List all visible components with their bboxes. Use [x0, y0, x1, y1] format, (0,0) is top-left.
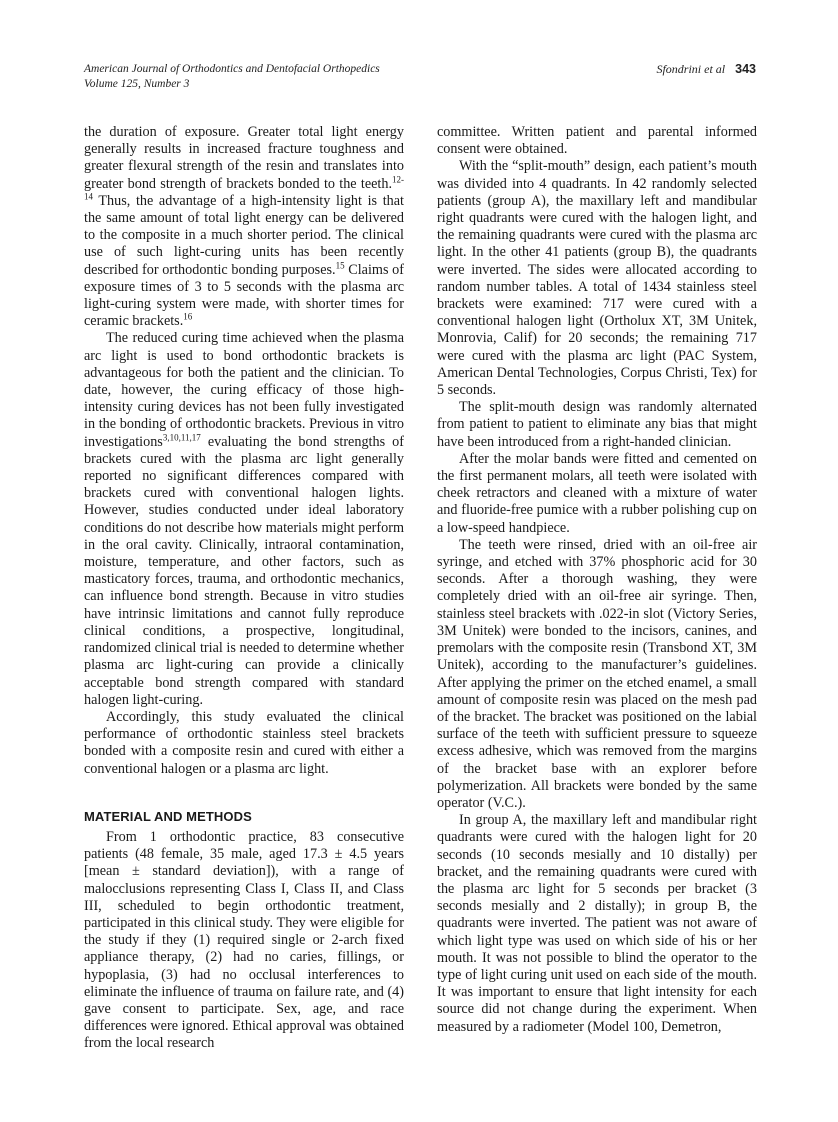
left-column [84, 124, 404, 1053]
text-span: Claims of exposure times of 3 to 5 seconds with the plasma arc light-curing system were made, with shorter times for ceramic brackets. [84, 261, 404, 330]
text-span: The reduced curing time achieved when the plasma arc light is used to bond orthodontic brackets is advantageous for both the patient and the clinician. To date, however, the curing efficacy of those high-intensity curing devices has not been fully investigated in the bonding of orthodontic brackets. Previous in vitro investigations [84, 330, 404, 450]
running-header-left [84, 62, 380, 92]
text-span: the duration of exposure. Greater total light energy generally results in increased fracture toughness and greater flexural strength of the resin and translates into greater bond strength of brackets bonded to the teeth. [84, 124, 404, 192]
section-heading: MATERIAL AND METHODS [84, 808, 252, 824]
paragraph: Accordingly, this study evaluated the clinical performance of orthodontic stainless steel brackets bonded with a composite resin and cured with either a conventional halogen or a plasma arc light. [84, 708, 404, 777]
running-header-right [656, 62, 756, 77]
text-span: evaluating the bond strengths of brackets cured with the plasma arc light generally reported no significant differences compared with brackets cured with conventional halogen lights. However, studies conducted under ideal laboratory conditions do not describe how materials might perform in the oral cavity. Clinically, intraoral contamination, moisture, temperature, and other factors, such as masticatory forces, trauma, and orthodontic mechanics, can influence bond strength. Because in vitro studies have intrinsic limitations and cannot fully reproduce clinical conditions, a prospective, longitudinal, randomized clinical trial is needed to determine whether plasma arc light-curing can provide a clinically acceptable bond strength compared with standard halogen light-curing. [84, 433, 404, 708]
paragraph: The teeth were rinsed, dried with an oil-free air syringe, and etched with 37% phosphoric acid for 30 seconds. After a thorough washing, they were completely dried with an oil-free air syringe. Then, stainless steel brackets with .022-in slot (Victory Series, 3M Unitek) were bonded to the incisors, canines, and premolars with the composite resin (Transbond XT, 3M Unitek), according to the manufacturer’s guidelines. After applying the primer on the etched enamel, a small amount of composite resin was placed on the mesh pad of the bracket. The bracket was positioned on the labial surface of the teeth with sufficient pressure to squeeze excess adhesive, which was removed from the margins of the bracket base with an explorer before polymerization. All brackets were bonded by the same operator (V.C.). [437, 536, 757, 811]
citation: 12-14 [84, 173, 404, 202]
journal-title: American Journal of Orthodontics and Dentofacial Orthopedics [84, 63, 380, 75]
running-author: Sfondrini et al [656, 62, 726, 76]
paragraph [84, 124, 404, 330]
paragraph: The split-mouth design was randomly alternated from patient to patient to eliminate any bias that might have been introduced from a right-handed clinician. [437, 399, 757, 450]
paragraph: With the “split-mouth” design, each patient’s mouth was divided into 4 quadrants. In 42 randomly selected patients (group A), the maxillary left and mandibular right quadrants were cured with the halogen light, and the remaining quadrants were cured with the plasma arc light. In the other 41 patients (group B), the quadrants were inverted. The sides were allocated according to random number tables. A total of 1434 stainless steel brackets were examined: 717 were cured with a conventional halogen light (Ortholux XT, 3M Unitek, Monrovia, Calif) for 20 seconds; the remaining 717 were cured with the plasma arc light (PAC System, American Dental Technologies, Corpus Christi, Tex) for 5 seconds. [437, 158, 757, 399]
paragraph: After the molar bands were fitted and cemented on the first permanent molars, all teeth were isolated with cheek retractors and cleaned with a mixture of water and fluoride-free pumice with a rubber polishing cup on a low-speed handpiece. [437, 450, 757, 536]
paragraph: committee. Written patient and parental informed consent were obtained. [437, 124, 757, 158]
paragraph: From 1 orthodontic practice, 83 consecutive patients (48 female, 35 male, aged 17.3 ± 4.5 years [mean ± standard deviation]), with a range of malocclusions representing Class I, Class II, and Class III, scheduled to begin orthodontic treatment, participated in this clinical study. They were eligible for the study if they (1) required single or 2-arch fixed appliance therapy, (2) had no caries, fillings, or hypoplasia, (3) had no occlusal interferences to eliminate the influence of trauma on failure rate, and (4) gave consent to participate. Sex, age, and race differences were ignored. Ethical approval was obtained from the local research [84, 828, 404, 1052]
citation: 3,10,11,17 [162, 431, 201, 442]
citation: 16 [183, 311, 193, 322]
page-number: 343 [735, 62, 756, 76]
journal-volume: Volume 125, Number 3 [84, 78, 190, 90]
citation: 15 [335, 259, 345, 270]
text-span: Thus, the advantage of a high-intensity light is that the same amount of total light energy can be delivered to the composite in a much shorter period. The clinical use of such light-curing units has been recently described for orthodontic bonding purposes. [84, 192, 404, 278]
paragraph: In group A, the maxillary left and mandibular right quadrants were cured with the halogen light for 20 seconds (10 seconds mesially and 10 distally) per bracket, and the remaining quadrants were cured with the plasma arc light for 5 seconds per bracket (3 seconds mesially and 2 distally); in group B, the quadrants were inverted. The patient was not aware of which light type was used on which side of his or her mouth. It was not possible to blind the operator to the type of light curing unit used on each side of the mouth. It was important to ensure that light intensity for each source did not change during the experiment. When measured by a radiometer (Model 100, Demetron, [437, 812, 757, 1035]
right-column [437, 124, 757, 1036]
paragraph [84, 330, 404, 708]
